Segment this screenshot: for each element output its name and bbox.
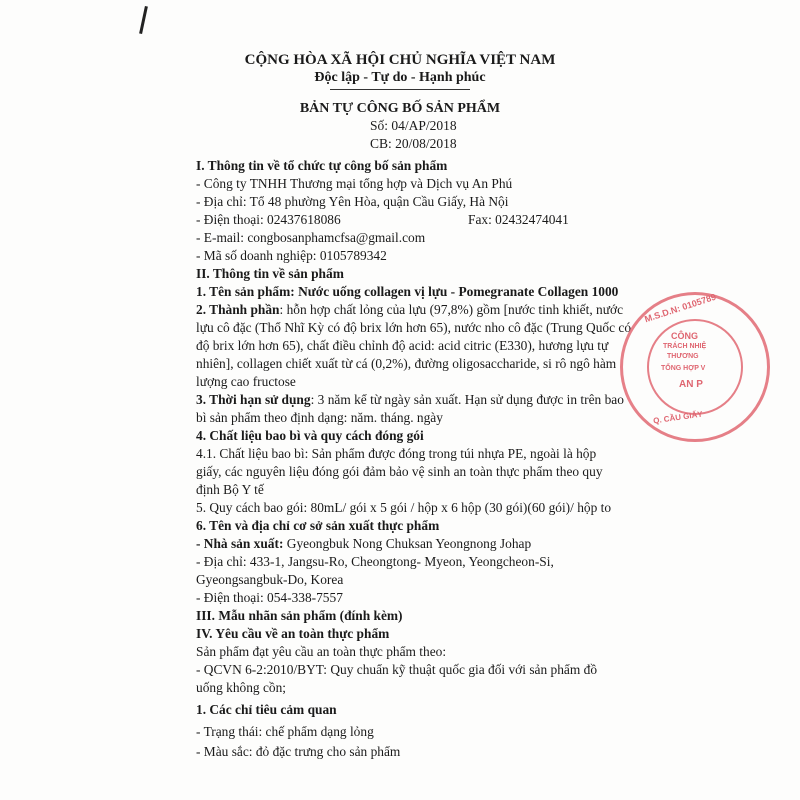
document-cb: CB: 20/08/2018: [370, 136, 457, 151]
ingredients-label: 2. Thành phần: [196, 302, 280, 317]
national-title: CỘNG HÒA XÃ HỘI CHỦ NGHĨA VIỆT NAM: [244, 52, 556, 68]
company-fax: Fax: 02432474041: [468, 212, 569, 227]
safety-intro: Sản phẩm đạt yêu cầu an toàn thực phẩm theo:: [196, 644, 447, 659]
packaging-line-2: giấy, các nguyên liệu đóng gói đảm bảo vệ sinh an toàn thực phẩm theo quy: [196, 464, 603, 479]
shelf-life-line-2: bì sản phẩm theo định dạng: năm. tháng. ngày: [196, 410, 443, 425]
company-address: - Địa chỉ: Tổ 48 phường Yên Hòa, quận Cầu Giấy, Hà Nội: [196, 194, 509, 209]
company-phone: - Điện thoại: 02437618086: [196, 212, 341, 227]
seal-ring-text: M.S.D.N: 0105789: [643, 291, 718, 325]
product-name-label: 1. Tên sản phẩm:: [196, 284, 299, 299]
sensory-state: - Trạng thái: chế phẩm dạng lỏng: [196, 724, 374, 739]
packaging-heading: 4. Chất liệu bao bì và quy cách đóng gói: [196, 428, 424, 443]
shelf-life-line-1: 3. Thời hạn sử dụng: 3 năm kể từ ngày sản xuất. Hạn sử dụng được in trên bao: [196, 392, 624, 407]
company-name: - Công ty TNHH Thương mại tổng hợp và Dịch vụ An Phú: [196, 176, 513, 191]
motto-underline: [330, 89, 470, 90]
section-1-heading: I. Thông tin về tổ chức tự công bố sản phẩm: [196, 158, 448, 173]
manufacturer-name: [196, 536, 531, 552]
national-motto: Độc lập - Tự do - Hạnh phúc: [314, 70, 486, 85]
standard-line-1: - QCVN 6-2:2010/BYT: Quy chuẩn kỹ thuật quốc gia đối với sản phẩm đồ: [196, 662, 598, 677]
company-seal: M.S.D.N: 0105789 CÔNG TRÁCH NHIỆ THƯƠNG TỔNG HỢP V AN P Q. CẦU GIẤY: [620, 292, 770, 442]
manufacturer-value: Gyeongbuk Nong Chuksan Yeongnong Johap: [286, 536, 532, 551]
section-3-heading: III. Mẫu nhãn sản phẩm (đính kèm): [196, 608, 403, 623]
packaging-line-3: định Bộ Y tế: [196, 482, 264, 497]
document-number: Số: 04/AP/2018: [370, 118, 457, 133]
document-title: BẢN TỰ CÔNG BỐ SẢN PHẨM: [299, 101, 501, 116]
ingredients-line-3: độ brix lớn hơn 65), chất điều chỉnh độ acid: acid citric (E330), hương lựu tự: [196, 338, 609, 353]
manufacturer-label: - Nhà sản xuất:: [196, 536, 287, 551]
packaging-spec: 5. Quy cách bao gói: 80mL/ gói x 5 gói / hộp x 6 hộp (30 gói)(60 gói)/ hộp to: [196, 500, 612, 515]
shelf-life-label: 3. Thời hạn sử dụng: [196, 392, 311, 407]
ingredients-line-1: 2. Thành phần: hỗn hợp chất lỏng của lựu (97,8%) gồm [nước tinh khiết, nước: [196, 302, 624, 317]
manufacturer-heading: 6. Tên và địa chỉ cơ sở sản xuất thực phẩm: [196, 518, 440, 533]
pen-mark: [139, 6, 148, 34]
standard-line-2: uống không cồn;: [196, 680, 287, 695]
section-4-heading: IV. Yêu cầu về an toàn thực phẩm: [196, 626, 390, 641]
section-2-heading: II. Thông tin về sản phẩm: [196, 266, 344, 281]
sensory-color: - Màu sắc: đỏ đặc trưng cho sản phẩm: [196, 744, 401, 759]
company-email: - E-mail: congbosanphamcfsa@gmail.com: [196, 230, 426, 245]
product-name-value: Nước uống collagen vị lựu - Pomegranate Collagen 1000: [298, 284, 619, 299]
ingredients-line-2: lựu cô đặc (Thổ Nhĩ Kỳ có độ brix lớn hơn 65), nước nho cô đặc (Trung Quốc có: [196, 320, 632, 335]
ingredients-line-4: nhiên], collagen chiết xuất từ cá (0,2%), đường oligosaccharide, si rô ngô hàm: [196, 356, 617, 371]
product-name: [196, 284, 618, 300]
packaging-line-1: 4.1. Chất liệu bao bì: Sản phẩm được đóng trong túi nhựa PE, ngoài là hộp: [196, 446, 597, 461]
sensory-heading: 1. Các chỉ tiêu cảm quan: [196, 702, 337, 717]
ingredients-line-5: lượng cao fructose: [196, 374, 296, 389]
company-tax-code: - Mã số doanh nghiệp: 0105789342: [196, 248, 387, 263]
manufacturer-address-1: - Địa chỉ: 433-1, Jangsu-Ro, Cheongtong- Myeon, Yeongcheon-Si,: [196, 554, 554, 569]
manufacturer-address-2: Gyeongsangbuk-Do, Korea: [196, 572, 344, 587]
manufacturer-phone: - Điện thoại: 054-338-7557: [196, 590, 343, 605]
